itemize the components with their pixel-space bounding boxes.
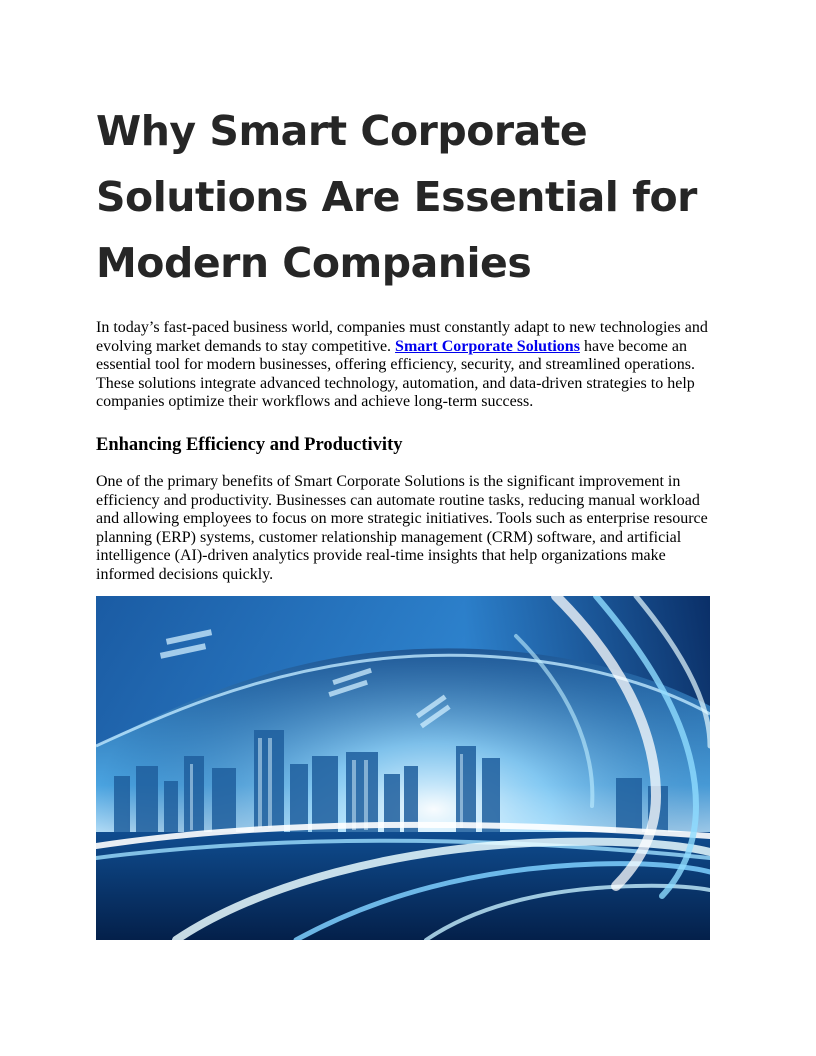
intro-text-before: In today’s fast-paced business world, companies must constantly adapt to new technologies and evolving market demands to stay competitive. (96, 319, 708, 355)
city-light-trails-illustration (96, 596, 710, 940)
intro-text-after: have become an essential tool for modern businesses, offering efficiency, security, and streamlined operations. These solutions integrate advanced technology, automation, and data-driven strategies to help companies optimize their workflows and achieve long-term success. (96, 337, 695, 411)
page-title: Why Smart Corporate Solutions Are Essential for Modern Companies (96, 107, 697, 287)
intro-paragraph (96, 319, 712, 412)
smart-corporate-solutions-link[interactable]: Smart Corporate Solutions (395, 337, 580, 355)
document-page (96, 98, 712, 585)
section-paragraph: One of the primary benefits of Smart Corporate Solutions is the significant improvement in efficiency and productivity. Businesses can automate routine tasks, reducing manual workload and allowing employees to focus on more strategic initiatives. Tools such as enterprise resource planning (ERP) systems, customer relationship management (CRM) software, and artificial intelligence (AI)-driven analytics provide real-time insights that help organizations make informed decisions quickly. (96, 472, 708, 583)
hero-image-city-light-trails (96, 596, 710, 940)
section-heading: Enhancing Efficiency and Productivity (96, 434, 403, 455)
